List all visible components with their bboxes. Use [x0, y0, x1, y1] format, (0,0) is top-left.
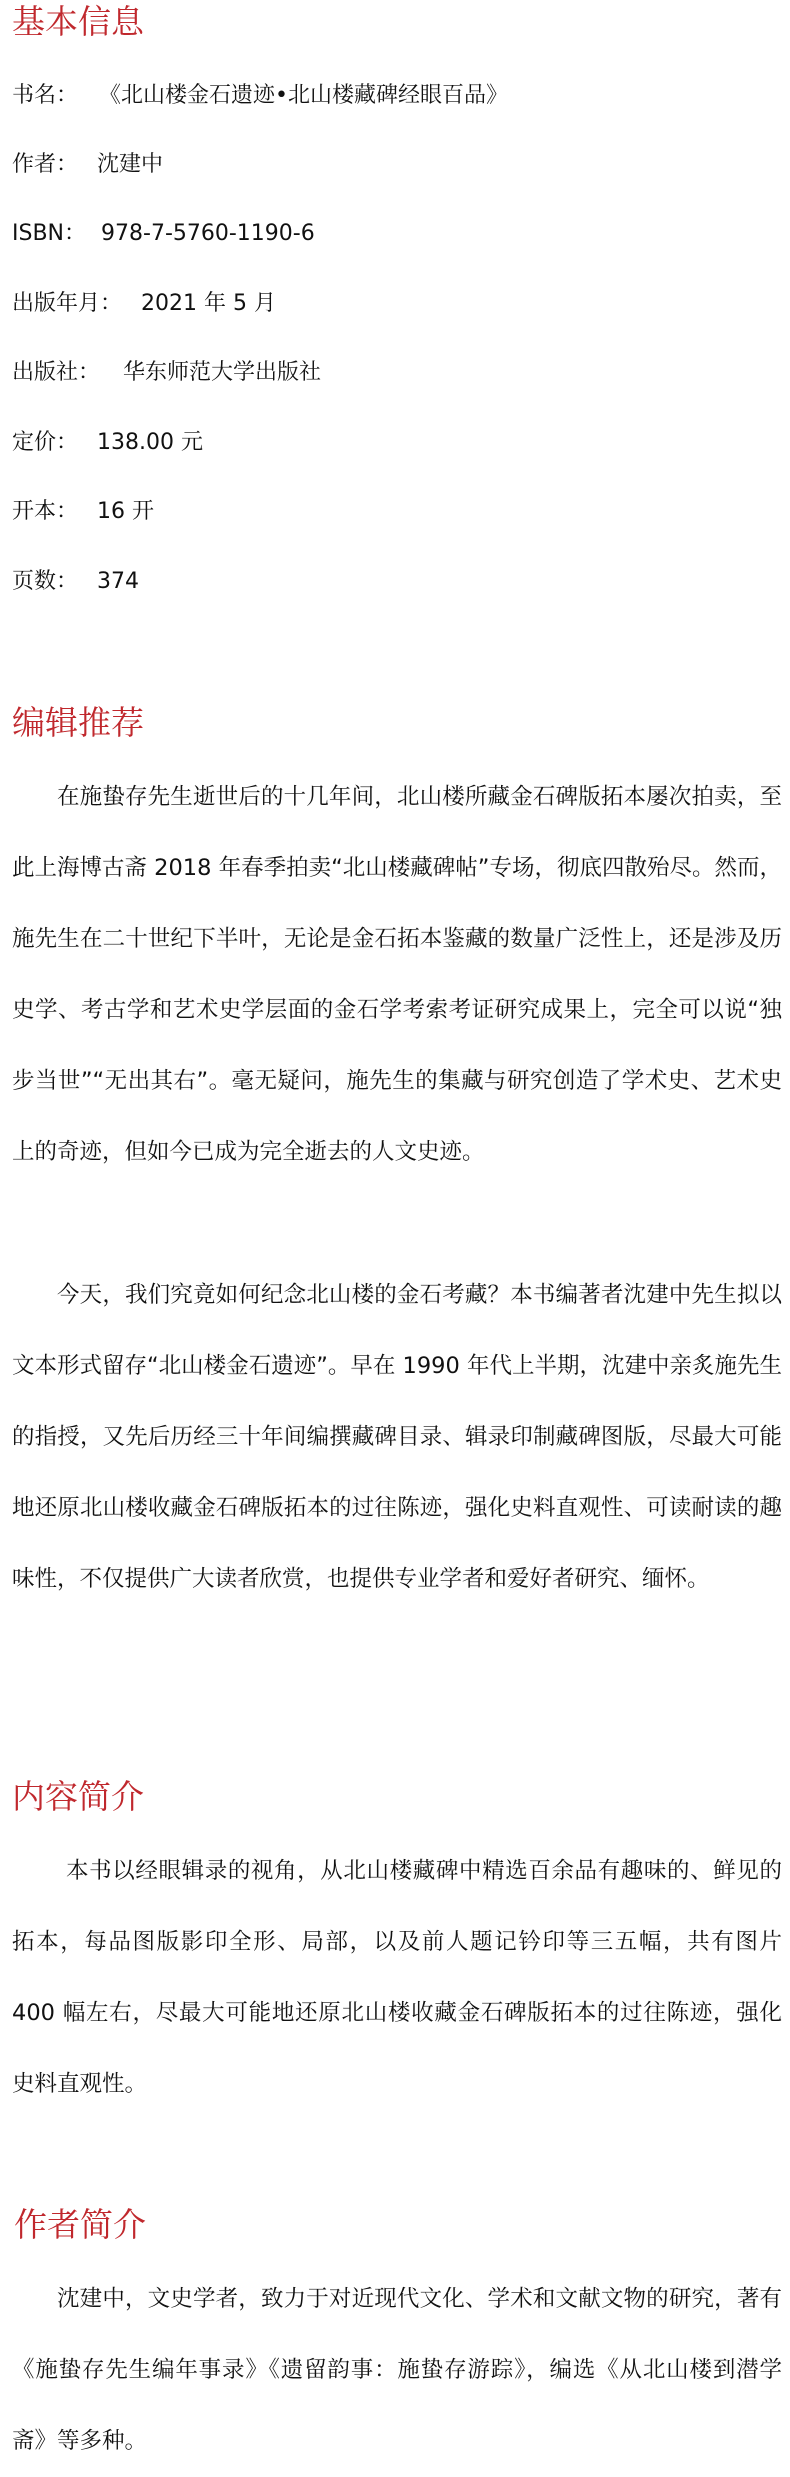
info-value: 16 开: [97, 499, 155, 524]
info-row-pages: [12, 566, 139, 598]
info-label: 定价：: [12, 430, 79, 455]
info-row-isbn: [12, 218, 315, 250]
info-value: 2021 年 5 月: [141, 291, 276, 316]
info-value: 978-7-5760-1190-6: [101, 221, 315, 246]
info-label: 书名：: [12, 83, 79, 108]
info-row-publish-date: [12, 288, 276, 320]
editor-recommend-paragraph-1: 在施蛰存先生逝世后的十几年间，北山楼所藏金石碑版拓本屡次拍卖，至此上海博古斋 2018 年春季拍卖“北山楼藏碑帖”专场，彻底四散殆尽。然而，施先生在二十世纪下半叶，无论是金石拓本鉴藏的数量广泛性上，还是涉及历史学、考古学和艺术史学层面的金石学考索考证研究成果上，完全可以说“独步当世”“无出其右”。毫无疑问，施先生的集藏与研究创造了学术史、艺术史上的奇迹，但如今已成为完全逝去的人文史迹。: [12, 784, 782, 1165]
section-title-author-intro: 作者简介: [14, 2205, 146, 2244]
info-row-book-name: [12, 80, 508, 112]
info-label: 出版社：: [12, 360, 101, 385]
info-value: 沈建中: [97, 152, 164, 177]
section-title-editor-recommend: 编辑推荐: [12, 703, 144, 742]
info-value: 《北山楼金石遗迹•北山楼藏碑经眼百品》: [99, 83, 508, 108]
info-value: 374: [97, 569, 140, 594]
info-row-price: [12, 427, 203, 459]
info-label: 页数：: [12, 569, 79, 594]
info-label: ISBN：: [12, 221, 87, 246]
info-label: 开本：: [12, 499, 79, 524]
info-label: 作者：: [12, 152, 79, 177]
info-row-format: [12, 496, 154, 528]
info-label: 出版年月：: [12, 291, 123, 316]
info-value: 华东师范大学出版社: [123, 360, 322, 385]
info-row-publisher: [12, 357, 321, 389]
section-title-basic-info: 基本信息: [12, 2, 144, 41]
info-value: 138.00 元: [97, 430, 203, 455]
editor-recommend-paragraph-2: 今天，我们究竟如何纪念北山楼的金石考藏？本书编著者沈建中先生拟以文本形式留存“北山楼金石遗迹”。早在 1990 年代上半期，沈建中亲炙施先生的指授，又先后历经三十年间编撰藏碑目录、辑录印制藏碑图版，尽最大可能地还原北山楼收藏金石碑版拓本的过往陈迹，强化史料直观性、可读耐读的趣味性，不仅提供广大读者欣赏，也提供专业学者和爱好者研究、缅怀。: [12, 1282, 782, 1592]
author-intro-paragraph: 沈建中，文史学者，致力于对近现代文化、学术和文献文物的研究，著有《施蛰存先生编年事录》《遗留韵事：施蛰存游踪》，编选《从北山楼到潜学斋》等多种。: [12, 2286, 782, 2454]
content-intro-paragraph: 本书以经眼辑录的视角，从北山楼藏碑中精选百余品有趣味的、鲜见的拓本，每品图版影印全形、局部，以及前人题记钤印等三五幅，共有图片 400 幅左右，尽最大可能地还原北山楼收藏金石碑版拓本的过往陈迹，强化史料直观性。: [12, 1858, 782, 2097]
section-title-content-intro: 内容简介: [12, 1777, 144, 1816]
info-row-author: [12, 149, 163, 181]
